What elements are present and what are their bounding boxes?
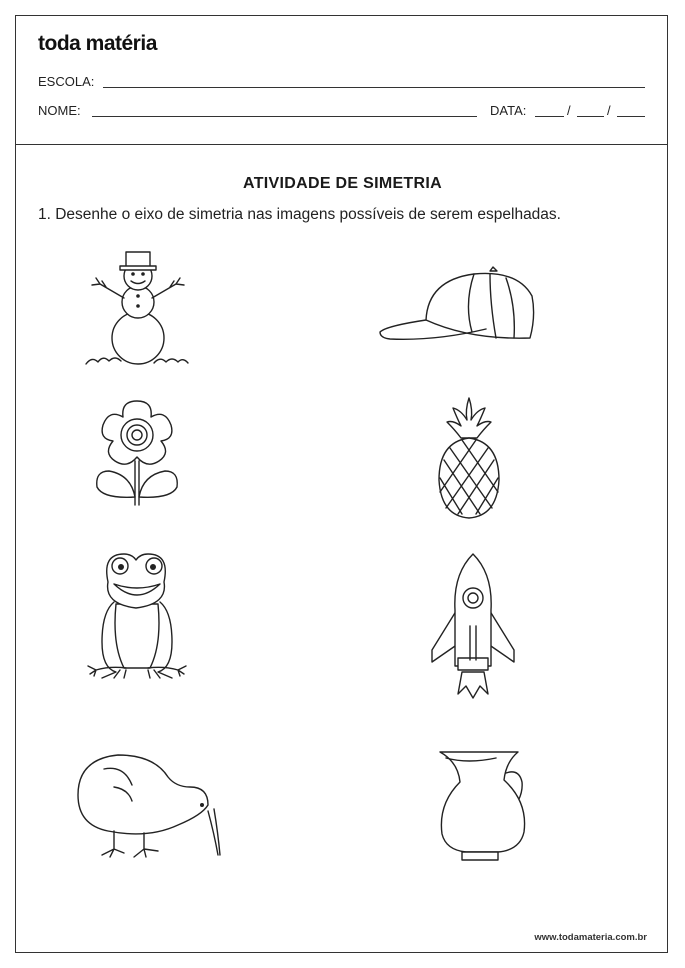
flower-icon[interactable] [94,397,180,509]
logo: toda matéria [38,32,157,55]
name-field[interactable] [92,116,477,117]
activity-instruction: 1. Desenhe o eixo de simetria nas imagens possíveis de serem espelhadas. [38,206,561,223]
date-month-field[interactable] [577,116,604,117]
frog-icon[interactable] [86,550,188,680]
rocket-icon[interactable] [428,552,518,700]
date-day-field[interactable] [535,116,564,117]
school-label: ESCOLA: [38,74,95,89]
cap-icon[interactable] [378,266,538,346]
kiwi-bird-icon[interactable] [74,747,224,863]
snowman-icon[interactable] [84,246,194,368]
header-divider [15,144,668,145]
date-separator: / [607,103,611,118]
school-field[interactable] [103,87,645,88]
activity-title: ATIVIDADE DE SIMETRIA [243,175,442,192]
footer-url: www.todamateria.com.br [534,932,647,943]
date-year-field[interactable] [617,116,645,117]
pineapple-icon[interactable] [436,396,502,520]
date-label: DATA: [490,103,527,118]
date-separator: / [567,103,571,118]
pitcher-icon[interactable] [436,748,532,864]
name-label: NOME: [38,103,81,118]
